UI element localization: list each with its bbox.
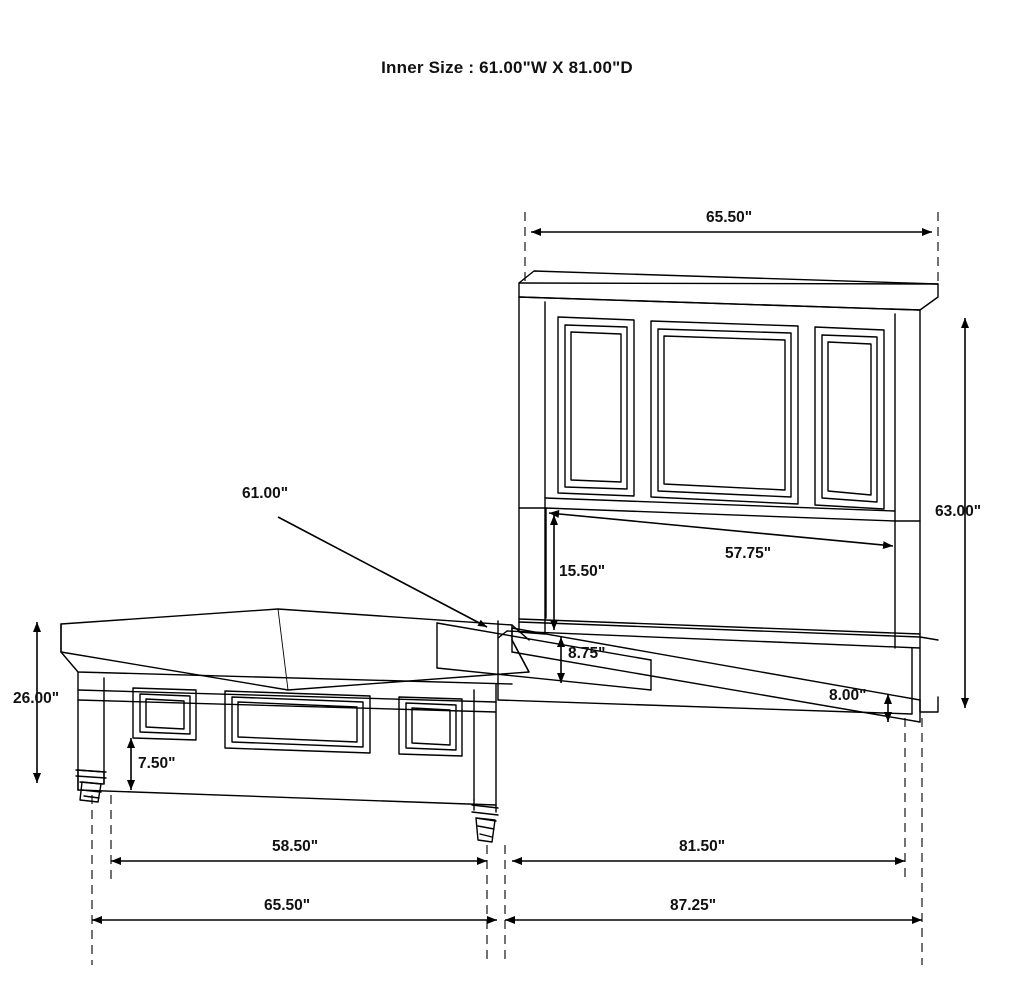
bed-outline <box>61 271 938 842</box>
dim-label-headboard-width: 65.50" <box>706 209 753 226</box>
dim-label-rail-clearance: 8.00" <box>829 687 867 704</box>
dim-label-bed-length-inner: 81.50" <box>679 838 726 855</box>
dim-label-headboard-inner-width: 57.75" <box>725 545 772 562</box>
dim-label-slat-height: 8.75" <box>568 645 606 662</box>
dim-label-headboard-height: 63.00" <box>935 503 982 520</box>
headboard-panel-center <box>651 321 798 504</box>
dim-label-bed-length-outer: 87.25" <box>670 897 717 914</box>
rail-top-far <box>519 619 920 634</box>
dim-label-footboard-outer-width: 65.50" <box>264 897 311 914</box>
footboard-panel-center <box>225 691 370 753</box>
page-title: Inner Size : 61.00"W X 81.00"D <box>381 58 633 77</box>
arrow-headboard-inner-width <box>549 513 893 546</box>
dim-label-footboard-width: 58.50" <box>272 838 319 855</box>
extension-lines <box>92 212 938 965</box>
dim-label-rail-to-panel: 15.50" <box>559 563 606 580</box>
headboard-panel-right <box>815 327 884 509</box>
dim-label-mattress-width: 61.00" <box>242 485 289 502</box>
dim-label-leg-height: 7.50" <box>138 755 176 772</box>
foot-right-leg <box>476 818 495 842</box>
headboard-panel-left <box>558 317 634 496</box>
dim-label-footboard-height: 26.00" <box>13 690 60 707</box>
footboard-panel-right <box>399 697 462 756</box>
